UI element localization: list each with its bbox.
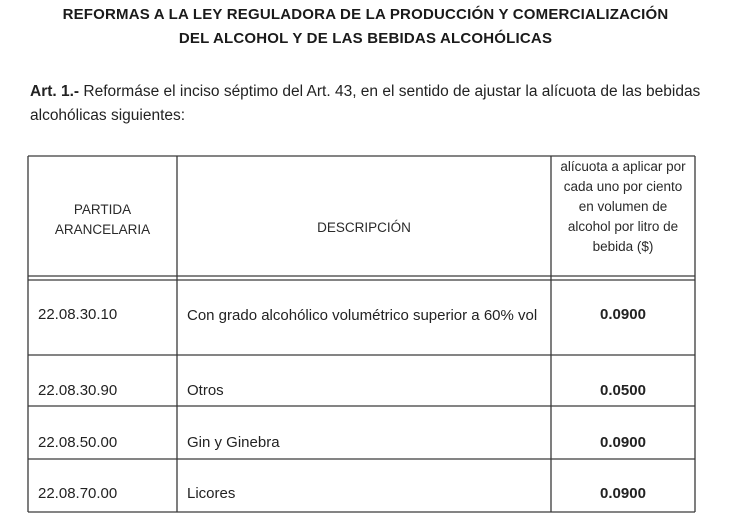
header-descripcion: DESCRIPCIÓN	[317, 220, 411, 235]
row-1-code: 22.08.30.10	[38, 306, 118, 323]
article-label: Art. 1.-	[30, 83, 80, 100]
row-2-code: 22.08.30.90	[38, 382, 118, 399]
row-1-description: Con grado alcohólico volumétrico superior a 60% vol	[187, 307, 538, 324]
row-1-rate: 0.0900	[600, 306, 646, 323]
header-partida-arancelaria: PARTIDA ARANCELARIA	[54, 202, 151, 237]
row-3-description: Gin y Ginebra	[187, 434, 280, 451]
document-title-line-2: DEL ALCOHOL Y DE LAS BEBIDAS ALCOHÓLICAS	[178, 30, 553, 47]
row-3-code: 22.08.50.00	[38, 434, 118, 451]
row-4-description: Licores	[187, 485, 236, 502]
row-3-rate: 0.0900	[600, 434, 646, 451]
row-2-description: Otros	[187, 382, 224, 399]
article-text: Reformáse el inciso séptimo del Art. 43, en el sentido de ajustar la alícuota de las bebidas alcohólicas siguientes:	[30, 83, 701, 124]
header-alicuota: alícuota a aplicar por cada uno por ciento en volumen de alcohol por litro de bebida ($)	[560, 159, 686, 254]
row-4-rate: 0.0900	[600, 485, 646, 502]
row-4-code: 22.08.70.00	[38, 485, 118, 502]
row-2-rate: 0.0500	[600, 382, 646, 399]
document-title-line-1: REFORMAS A LA LEY REGULADORA DE LA PRODUCCIÓN Y COMERCIALIZACIÓN	[62, 6, 669, 23]
